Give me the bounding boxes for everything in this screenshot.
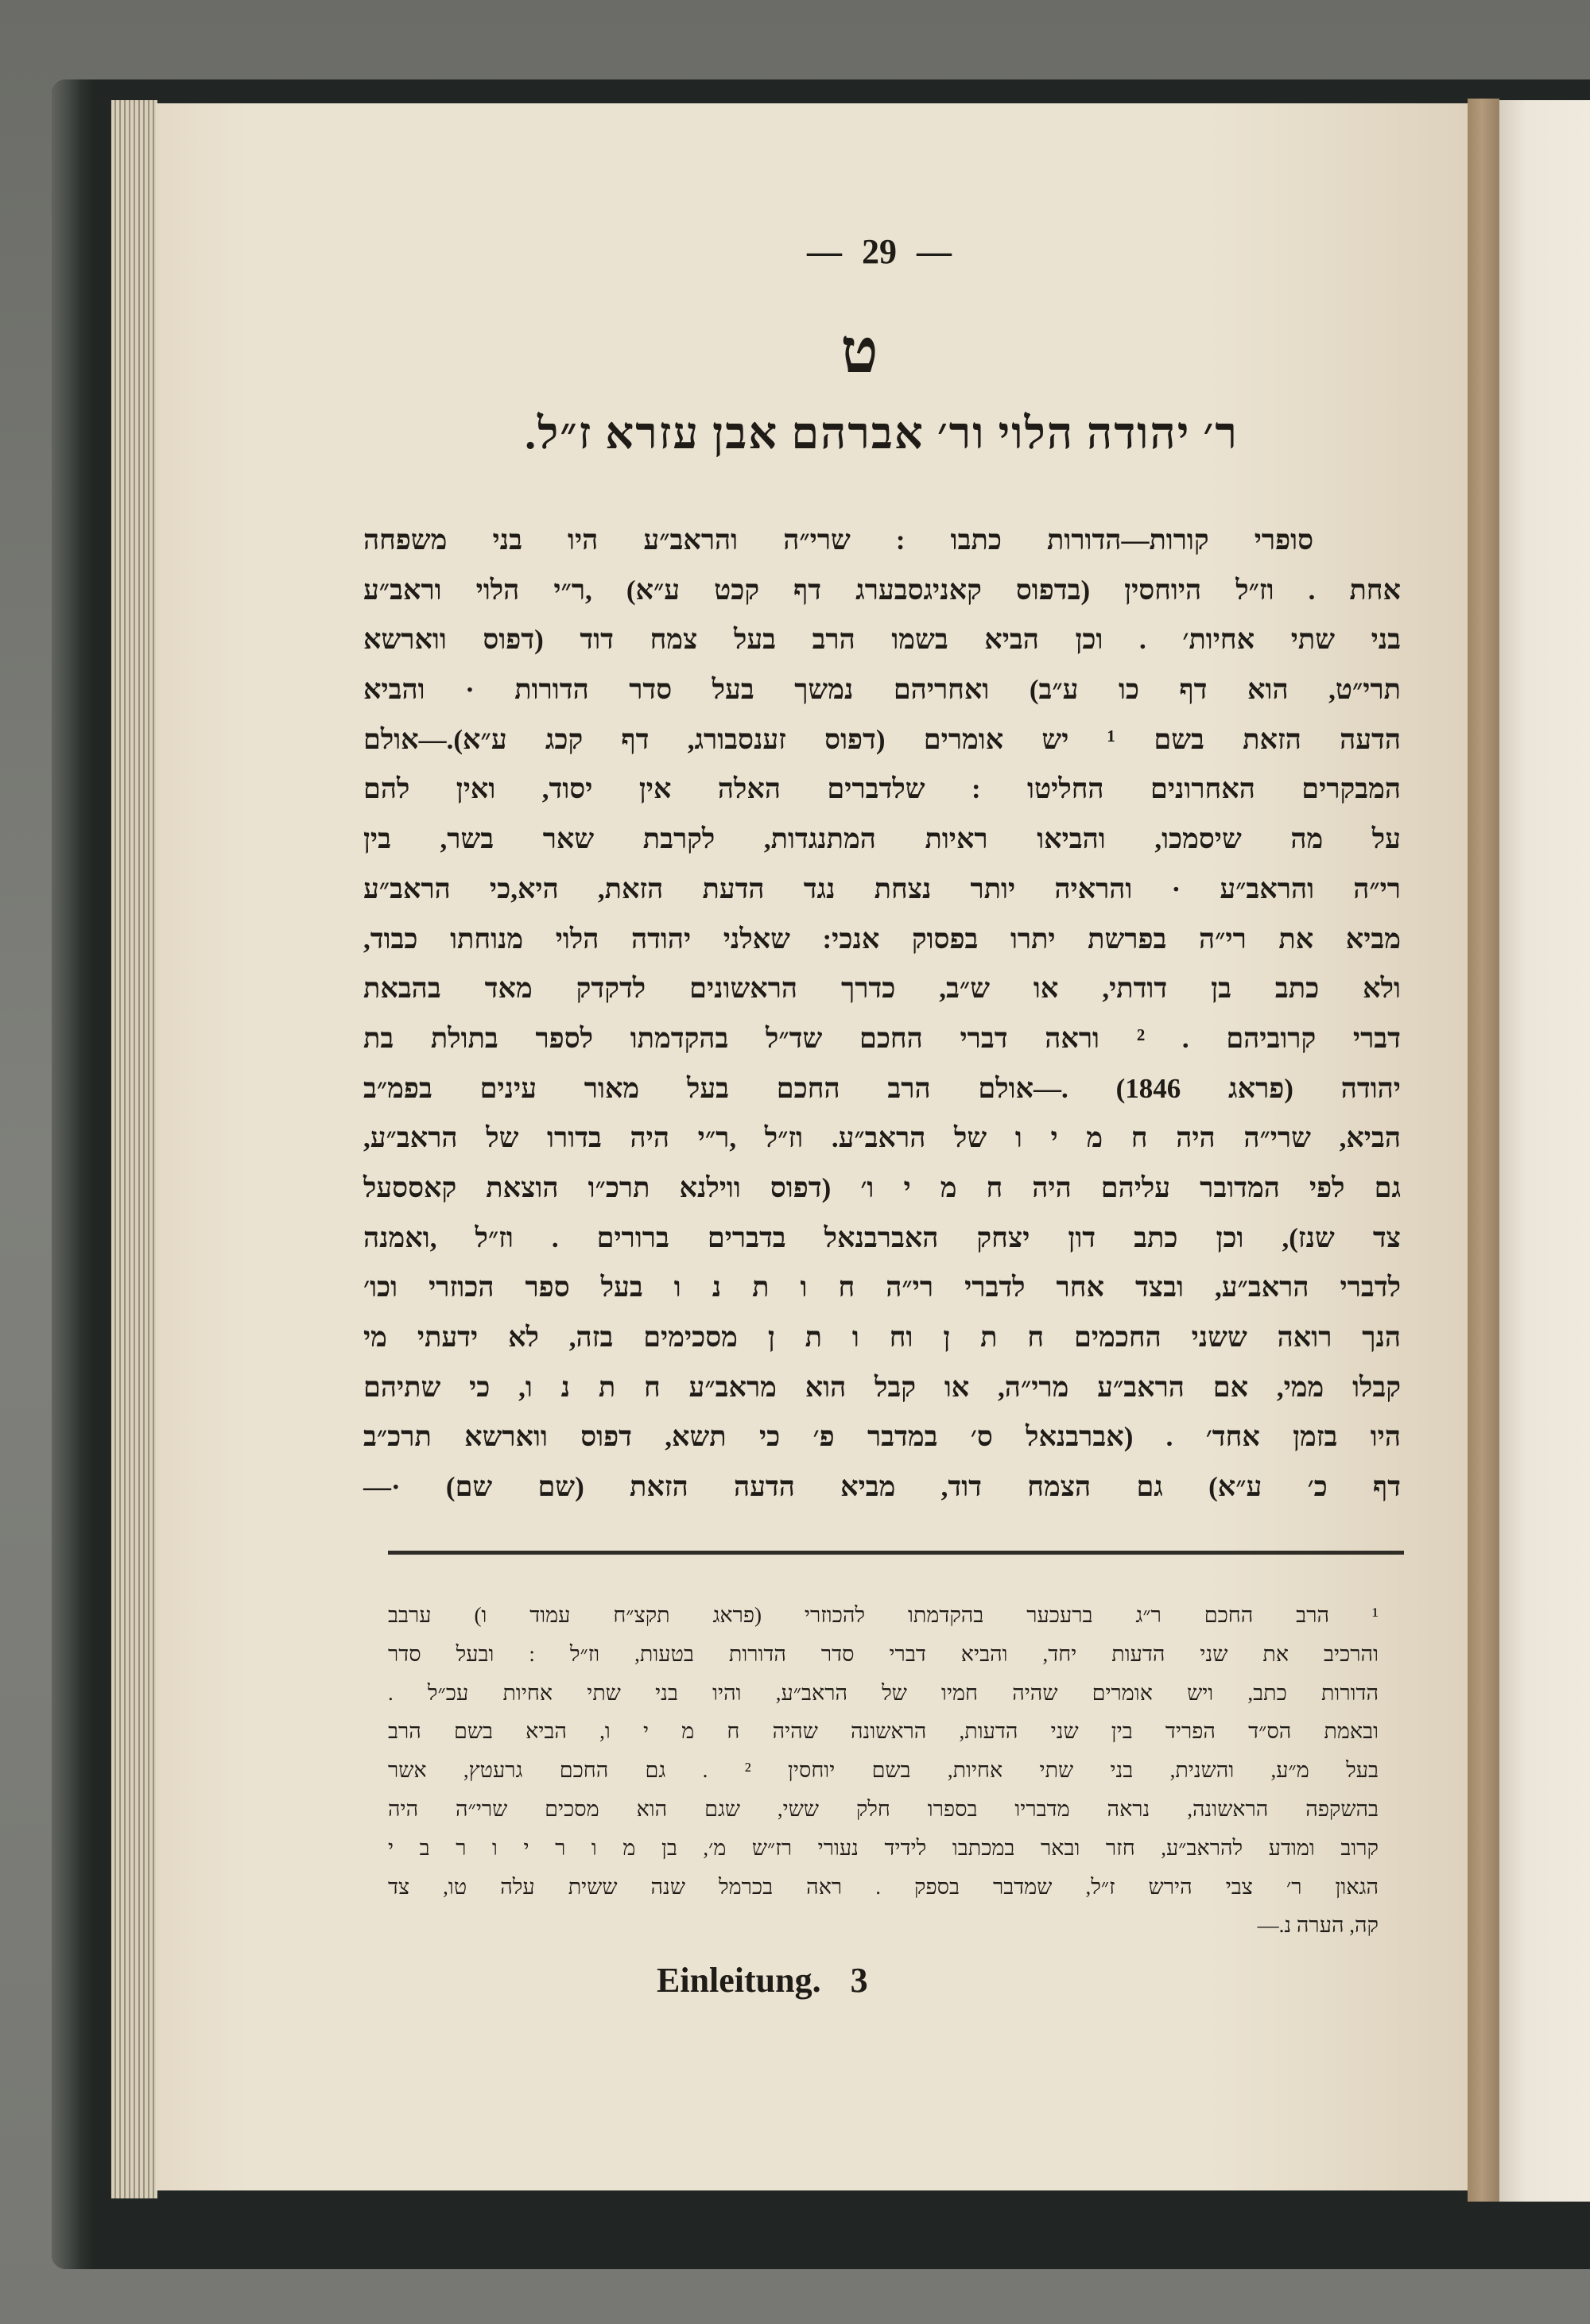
body-line: קבלו ממי, אם הראב״ע מרי״ה, או קבל הוא מראב״ע ח ת נ ו, כי שתיהם — [363, 1371, 1401, 1403]
body-line: הנך רואה ששני החכמים ח ת ן וח ו ת ן מסכימים בזה, לא ידעתי מי — [363, 1322, 1401, 1353]
body-line: דברי קרוביהם . ² וראה דברי החכם שד״ל בהקדמתו לספר בתולת בת — [363, 1022, 1401, 1054]
body-line: גם לפי המדובר עליהם היה ח מ י ו׳ (דפוס ווילנא תרכ״ו הוצאת קאססעל — [363, 1172, 1401, 1203]
printer-signature-mark: Einleitung. 3 — [657, 1961, 868, 2000]
footnote-line: קה, הערה נ.— — [1257, 1913, 1379, 1938]
body-line: אחת . וז״ל היוחסין (בדפוס קאניגסבערג דף קכט ע״א) ,ר״י הלוי וראב״ע — [363, 574, 1401, 606]
body-line: ולא כתב בן דודתי, או ש״ב, כדרך הראשונים לדקדק מאד בהבאת — [363, 973, 1401, 1005]
footnote-line: בהשקפה הראשונה, נראה מדבריו בספרו חלק ששי, שגם הוא מסכים שרי״ה היה — [388, 1796, 1379, 1821]
page-gutter — [1468, 99, 1499, 2202]
footnote-line: הדורות כתב, ויש אומרים שהיה חמיו של הראב״ע, והיו בני שתי אחיות עכ״ל . — [388, 1680, 1379, 1705]
body-line: רי״ה והראב״ע · והראיה יותר נצחת נגד הדעת הזאת, היא,כי הראב״ע — [363, 873, 1401, 904]
body-line: הביא, שרי״ה היה ח מ י ו של הראב״ע. וז״ל ,ר״י היה בדורו של הראב״ע, — [363, 1122, 1401, 1154]
body-line: תרי״ט, הוא דף כו ע״ב) ואחריהם נמשך בעל סדר הדורות · והביא — [363, 674, 1401, 706]
footnote-line: הגאון ר׳ צבי הירש ז״ל, שמדבר בספק . ראה בכרמל שנה ששית עלה טו, צד — [388, 1874, 1379, 1899]
body-line: צד שנז), וכן כתב דון יצחק האברבנאל בדברים ברורים . וז״ל ,ואמנה — [363, 1222, 1401, 1253]
body-line: סופרי קורות—הדורות כתבו : שרי״ה והראב״ע היו בני משפחה — [363, 525, 1313, 556]
footnote-line: ובאמת הס״ד הפריד בין שני הדעות, הראשונה שהיה ח מ י ו, הביא בשם הרב — [388, 1719, 1379, 1744]
book-cover-worn-edge — [52, 79, 93, 2269]
footnote-divider — [388, 1551, 1404, 1555]
body-line: דף כ׳ ע״א) גם הצמח דוד, מביא הדעה הזאת (שם שם) ·— — [363, 1471, 1401, 1503]
body-line: יהודה (פראג 1846) .—אולם הרב החכם בעל מאור עינים בפמ״ב — [363, 1072, 1401, 1104]
body-text — [363, 516, 1401, 1513]
body-line: בני שתי אחיות׳ . וכן הביא בשמו הרב בעל צמח דוד (דפוס ווארשא — [363, 624, 1401, 656]
footnote-line: והרכיב את שני הדעות יחד, והביא דברי סדר הדורות בטעות, וז״ל : ובעל סדר — [388, 1641, 1379, 1666]
page-number: — 29 — — [807, 232, 952, 271]
page-edges-stack — [111, 100, 157, 2198]
body-line: היו בזמן אחד׳ . (אברבנאל ס׳ במדבר פ׳ כי תשא, דפוס ווארשא תרכ״ב — [363, 1421, 1401, 1453]
footnote-line: קרוב ומודע להראב״ע, חזר ובאר במכתבו לידיד נעורי רז״ש מ׳, בן מ ו ר י ו ר ב י — [388, 1835, 1379, 1860]
body-line: על מה שיסמכו, והביאו ראיות המתנגדות, לקרבת שאר בשר, בין — [363, 823, 1401, 855]
body-line: המבקרים האחרונים החליטו : שלדברים האלה אין יסוד, ואין להם — [363, 773, 1401, 805]
body-line: לדברי הראב״ע, ובצד אחר לדברי רי״ה ח ו ת נ ו בעל ספר הכוזרי וכו׳ — [363, 1272, 1401, 1303]
section-letter-heading: ט — [840, 316, 878, 385]
footnotes — [388, 1596, 1379, 1945]
facing-page-edge — [1499, 100, 1590, 2202]
footnote-line: בעל מ״ע, והשנית, בני שתי אחיות, בשם יוחסין ² . גם החכם גרעטץ, אשר — [388, 1758, 1379, 1783]
body-line: הדעה הזאת בשם ¹ יש אומרים (דפוס זענסבורג, דף קכג ע״א).—אולם — [363, 723, 1401, 755]
footnote-line: ¹ הרב החכם ר״ג ברעכער בהקדמתו להכוזרי (פראג תקצ״ח עמוד ו) ערבב — [388, 1603, 1379, 1627]
body-line: מביא את רי״ה בפרשת יתרו בפסוק אנכי: שאלני יהודה הלוי מנוחתו כבוד, — [363, 923, 1401, 955]
chapter-title: ר׳ יהודה הלוי ור׳ אברהם אבן עזרא ז״ל. — [525, 409, 1239, 459]
